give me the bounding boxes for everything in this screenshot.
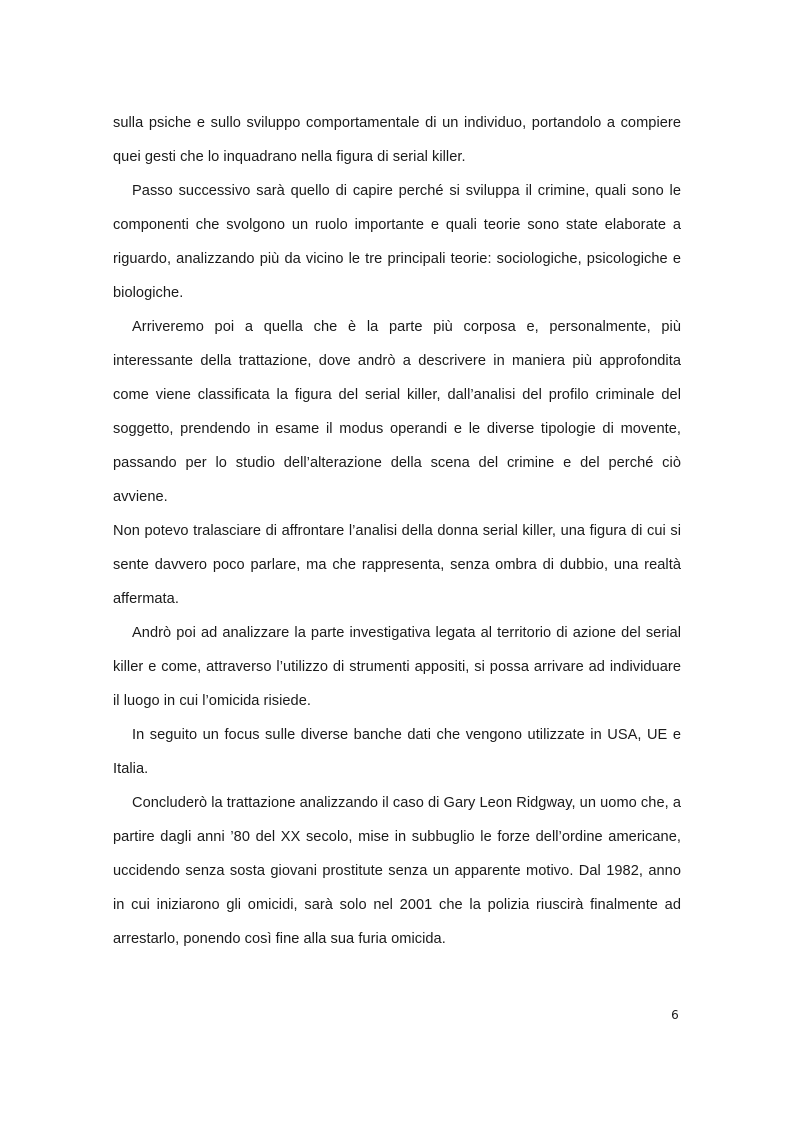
document-body xyxy=(113,106,681,956)
paragraph-6: In seguito un focus sulle diverse banche dati che vengono utilizzate in USA, UE e Italia. xyxy=(113,727,681,777)
paragraph-7: Concluderò la trattazione analizzando il caso di Gary Leon Ridgway, un uomo che, a partire dagli anni ’80 del XX secolo, mise in subbuglio le forze dell’ordine americane, uccidendo senza sosta giovani prostitute senza un apparente motivo. Dal 1982, anno in cui iniziarono gli omicidi, sarà solo nel 2001 che la polizia riuscirà finalmente ad arrestarlo, ponendo così fine alla sua furia omicida. xyxy=(113,795,681,947)
page-number: 6 xyxy=(671,1008,679,1022)
paragraph-5: Andrò poi ad analizzare la parte investigativa legata al territorio di azione del serial killer e come, attraverso l’utilizzo di strumenti appositi, si possa arrivare ad individuare il luogo in cui l’omicida risiede. xyxy=(113,625,681,709)
paragraph-3: Arriveremo poi a quella che è la parte più corposa e, personalmente, più interessante della trattazione, dove andrò a descrivere in maniera più approfondita come viene classificata la figura del serial killer, dall’analisi del profilo criminale del soggetto, prendendo in esame il modus operandi e le diverse tipologie di movente, passando per lo studio dell’alterazione della scena del crimine e del perché ciò avviene. xyxy=(113,319,681,505)
paragraph-4: Non potevo tralasciare di affrontare l’analisi della donna serial killer, una figura di cui si sente davvero poco parlare, ma che rappresenta, senza ombra di dubbio, una realtà affermata. xyxy=(113,523,681,607)
paragraph-2: Passo successivo sarà quello di capire perché si sviluppa il crimine, quali sono le componenti che svolgono un ruolo importante e quali teorie sono state elaborate a riguardo, analizzando più da vicino le tre principali teorie: sociologiche, psicologiche e biologiche. xyxy=(113,183,681,301)
paragraph-1: sulla psiche e sullo sviluppo comportamentale di un individuo, portandolo a compiere quei gesti che lo inquadrano nella figura di serial killer. xyxy=(113,115,681,165)
